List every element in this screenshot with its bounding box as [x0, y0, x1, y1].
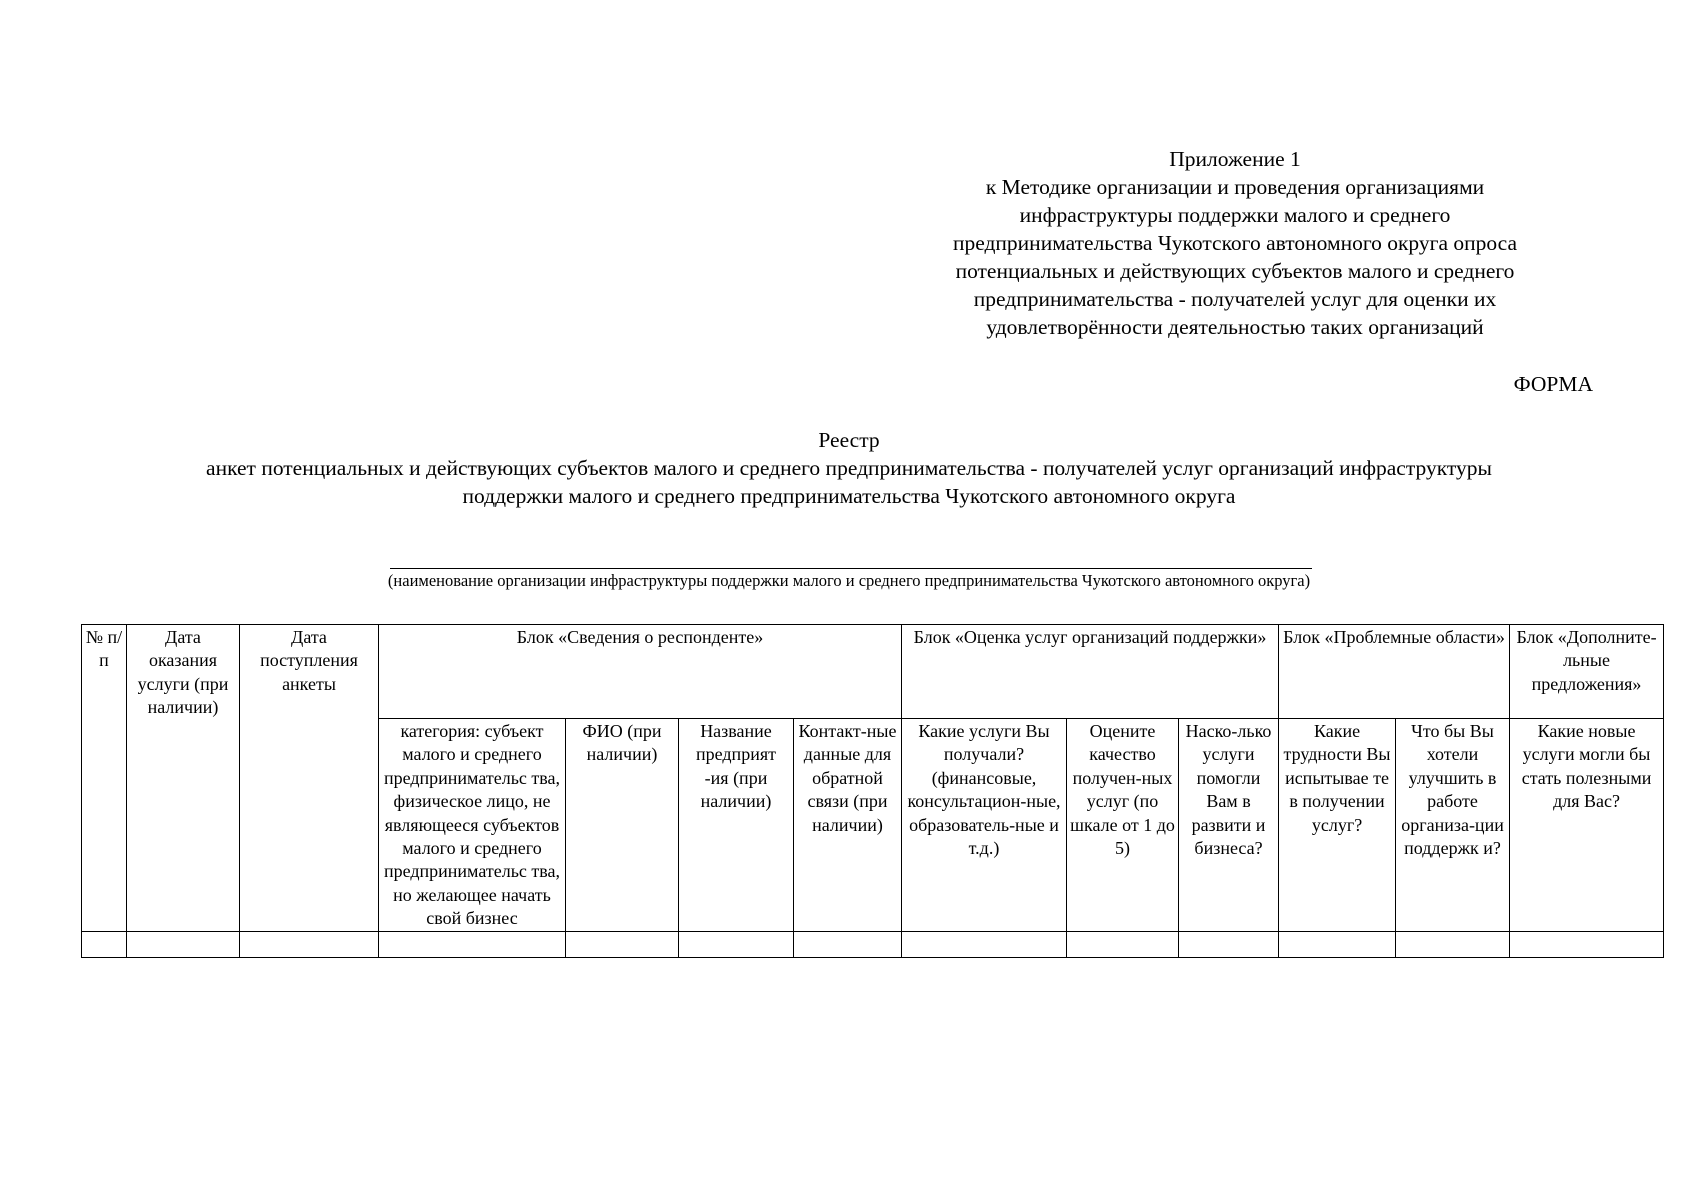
organization-name-blank[interactable] — [390, 568, 1312, 569]
table-row — [82, 931, 1664, 957]
registry-table — [81, 624, 1664, 958]
header-category: категория: субъект малого и среднего предпринимательс тва, физическое лицо, не являющееся субъектов малого и среднего предпринимательс тва, но желающее начать свой бизнес — [379, 719, 566, 932]
header-block-respondent: Блок «Сведения о респонденте» — [379, 625, 902, 719]
appendix-line: потенциальных и действующих субъектов малого и среднего — [955, 259, 1515, 283]
table-cell[interactable] — [1067, 931, 1179, 957]
header-difficulties: Какие трудности Вы испытывае те в получении услуг? — [1279, 719, 1396, 932]
table-cell[interactable] — [1179, 931, 1279, 957]
appendix-header — [910, 145, 1560, 341]
document-title — [0, 426, 1698, 510]
header-helped: Наско-лько услуги помогли Вам в развити и бизнеса? — [1179, 719, 1279, 932]
table-cell[interactable] — [240, 931, 379, 957]
table-cell[interactable] — [794, 931, 902, 957]
header-block-problems: Блок «Проблемные области» — [1279, 625, 1510, 719]
header-services: Какие услуги Вы получали? (финансовые, консультацион-ные, образователь-ные и т.д.) — [902, 719, 1067, 932]
title-heading: Реестр — [818, 428, 880, 452]
header-quality: Оцените качество получен-ных услуг (по шкале от 1 до 5) — [1067, 719, 1179, 932]
appendix-line: Приложение 1 — [1169, 147, 1301, 171]
header-company: Название предприят -ия (при наличии) — [679, 719, 794, 932]
header-new-services: Какие новые услуги могли бы стать полезными для Вас? — [1510, 719, 1664, 932]
table-cell[interactable] — [1279, 931, 1396, 957]
header-improve: Что бы Вы хотели улучшить в работе организа-ции поддержк и? — [1396, 719, 1510, 932]
table-cell[interactable] — [1396, 931, 1510, 957]
table-cell[interactable] — [566, 931, 679, 957]
header-fio: ФИО (при наличии) — [566, 719, 679, 932]
header-receipt-date: Дата поступления анкеты — [240, 625, 379, 932]
table-cell[interactable] — [379, 931, 566, 957]
appendix-line: инфраструктуры поддержки малого и среднего — [1019, 203, 1451, 227]
appendix-line: удовлетворённости деятельностью таких организаций — [986, 315, 1484, 339]
table-cell[interactable] — [1510, 931, 1664, 957]
header-block-suggestions: Блок «Дополните-льные предложения» — [1510, 625, 1664, 719]
appendix-line: предпринимательства - получателей услуг для оценки их — [973, 287, 1497, 311]
table-cell[interactable] — [82, 931, 127, 957]
table-cell[interactable] — [902, 931, 1067, 957]
table-cell[interactable] — [127, 931, 240, 957]
header-block-assessment: Блок «Оценка услуг организаций поддержки» — [902, 625, 1279, 719]
header-number: № п/п — [82, 625, 127, 932]
table-header-row — [82, 625, 1664, 719]
header-contacts: Контакт-ные данные для обратной связи (при наличии) — [794, 719, 902, 932]
appendix-line: к Методике организации и проведения организациями — [985, 175, 1485, 199]
organization-name-caption: (наименование организации инфраструктуры поддержки малого и среднего предпринимательства Чукотского автономного округа) — [387, 571, 1311, 590]
title-line: поддержки малого и среднего предпринимательства Чукотского автономного округа — [462, 484, 1236, 508]
appendix-line: предпринимательства Чукотского автономного округа опроса — [952, 231, 1518, 255]
table-cell[interactable] — [679, 931, 794, 957]
form-label: ФОРМА — [1513, 372, 1593, 396]
header-service-date: Дата оказания услуги (при наличии) — [127, 625, 240, 932]
title-line: анкет потенциальных и действующих субъектов малого и среднего предпринимательства - получателей услуг организаций инфраструктуры — [206, 456, 1492, 480]
